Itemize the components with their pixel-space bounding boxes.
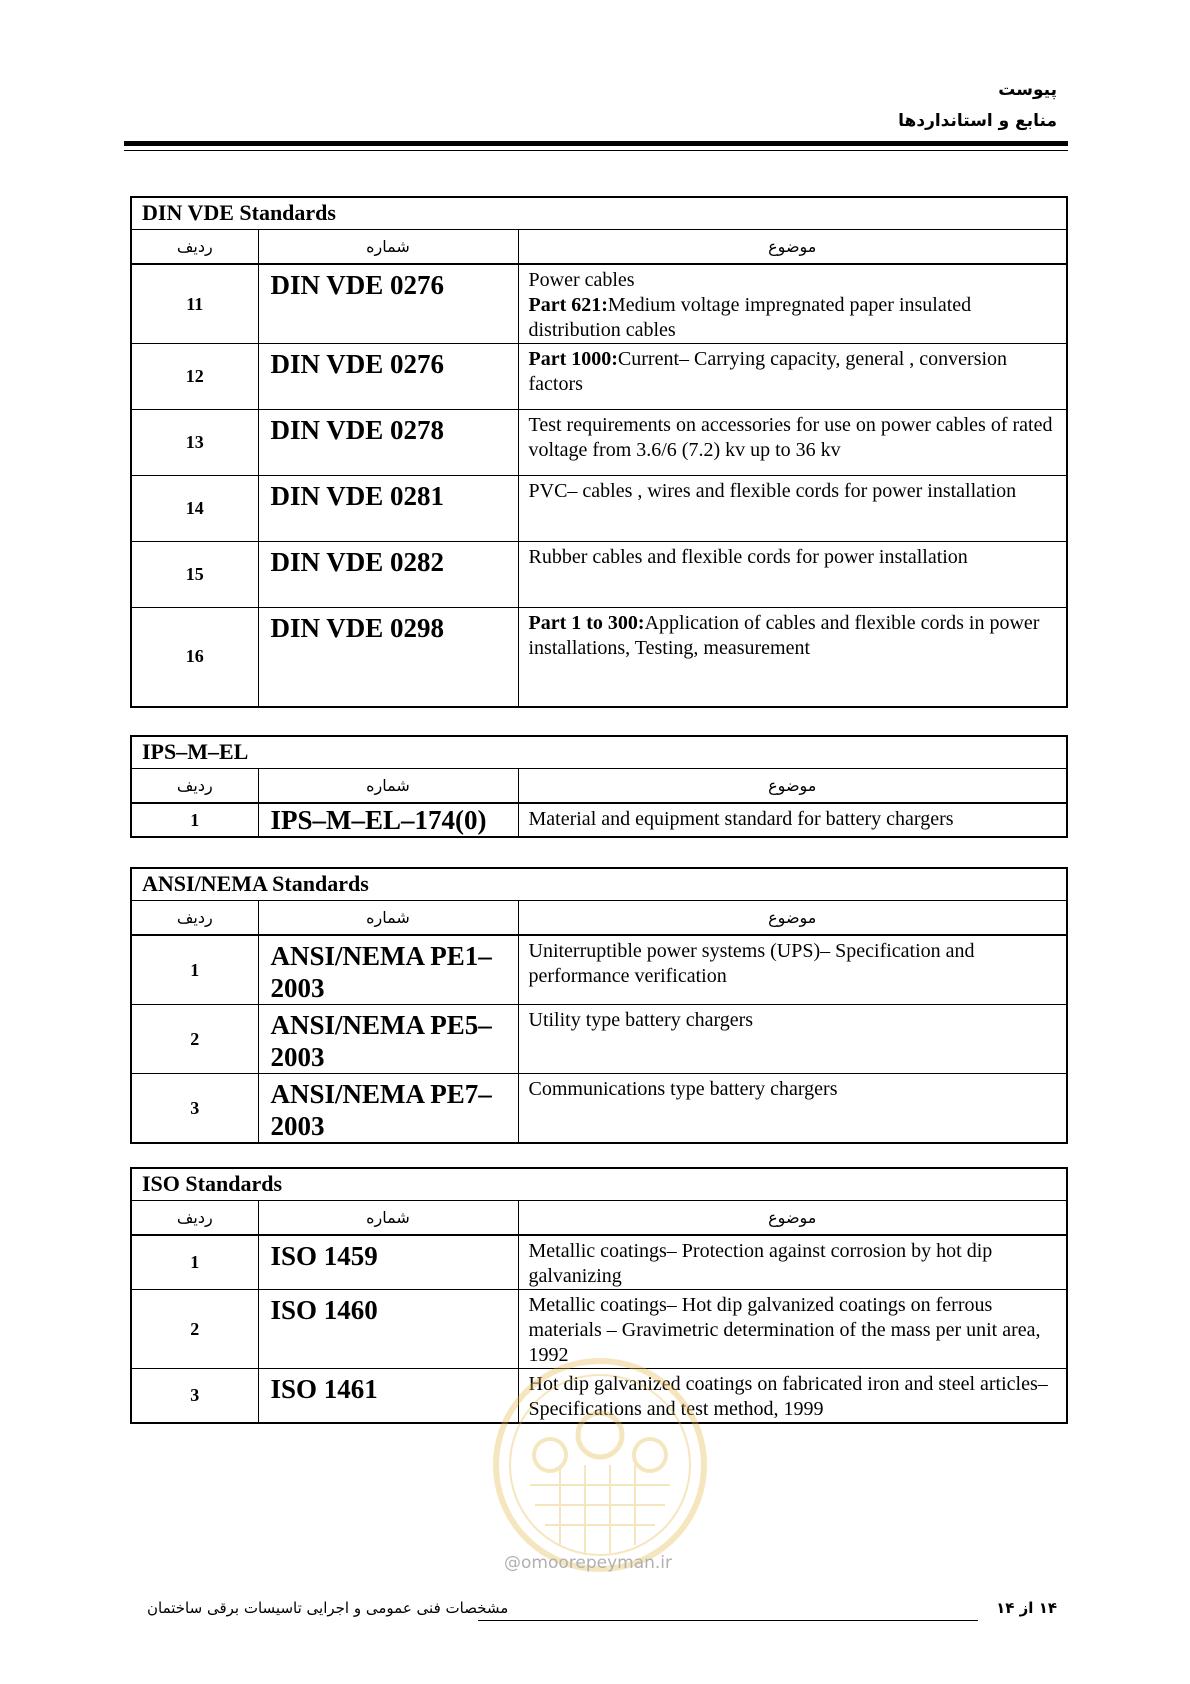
- ips-table: [130, 735, 1068, 838]
- column-header-subject: موضوع: [518, 230, 1067, 265]
- row-index: 1: [131, 803, 258, 837]
- table-row: [131, 476, 1067, 542]
- row-index: 14: [131, 476, 258, 542]
- header-rule: [124, 141, 1068, 146]
- row-index: 2: [131, 1005, 258, 1074]
- column-header-number: شماره: [258, 901, 518, 936]
- subject: Material and equipment standard for battery chargers: [518, 803, 1067, 837]
- row-index: 1: [131, 935, 258, 1005]
- standard-number: ANSI/NEMA PE1–2003: [258, 935, 518, 1005]
- column-header-number: شماره: [258, 230, 518, 265]
- table-title: IPS–M–EL: [131, 736, 1067, 769]
- row-index: 11: [131, 264, 258, 344]
- standard-number: ISO 1460: [258, 1290, 518, 1369]
- watermark-text: @omoorepeyman.ir: [504, 1553, 673, 1573]
- column-header-index: ردیف: [131, 1201, 258, 1236]
- subject: PVC– cables , wires and flexible cords for power installation: [518, 476, 1067, 542]
- subject: [518, 264, 1067, 344]
- standard-number: DIN VDE 0278: [258, 410, 518, 476]
- standard-number: DIN VDE 0281: [258, 476, 518, 542]
- subject: Part 1 to 300:Application of cables and flexible cords in power installations, Testing, measurement: [518, 608, 1067, 707]
- standard-number: DIN VDE 0276: [258, 344, 518, 410]
- table-title: DIN VDE Standards: [131, 197, 1067, 230]
- subject: Metallic coatings– Hot dip galvanized coatings on ferrous materials – Gravimetric determination of the mass per unit area, 1992: [518, 1290, 1067, 1369]
- standard-number: DIN VDE 0298: [258, 608, 518, 707]
- subject: Communications type battery chargers: [518, 1074, 1067, 1144]
- standard-number: IPS–M–EL–174(0): [258, 803, 518, 837]
- table-title: ANSI/NEMA Standards: [131, 868, 1067, 901]
- row-index: 1: [131, 1235, 258, 1290]
- header-title: پیوست: [998, 80, 1057, 100]
- ansi-nema-table: [130, 867, 1068, 1144]
- subject: Metallic coatings– Protection against corrosion by hot dip galvanizing: [518, 1235, 1067, 1290]
- standard-number: ISO 1461: [258, 1369, 518, 1424]
- row-index: 3: [131, 1074, 258, 1144]
- watermark-logo: [490, 1355, 710, 1575]
- page-number: ۱۴ از ۱۴: [996, 1599, 1057, 1617]
- row-index: 3: [131, 1369, 258, 1424]
- column-header-subject: موضوع: [518, 901, 1067, 936]
- standard-number: ANSI/NEMA PE5–2003: [258, 1005, 518, 1074]
- column-header-subject: موضوع: [518, 769, 1067, 804]
- row-index: 12: [131, 344, 258, 410]
- standard-number: ISO 1459: [258, 1235, 518, 1290]
- subject: Hot dip galvanized coatings on fabricated iron and steel articles– Specifications and test method, 1999: [518, 1369, 1067, 1424]
- subject: Utility type battery chargers: [518, 1005, 1067, 1074]
- row-index: 15: [131, 542, 258, 608]
- standard-number: DIN VDE 0282: [258, 542, 518, 608]
- table-row: [131, 410, 1067, 476]
- table-row: [131, 542, 1067, 608]
- table-row: [131, 608, 1067, 707]
- subject-line: Part 621:Medium voltage impregnated paper insulated distribution cables: [528, 294, 972, 341]
- footer-title: مشخصات فنی عمومی و اجرایی تاسیسات برقی ساختمان: [147, 1599, 509, 1617]
- column-header-number: شماره: [258, 1201, 518, 1236]
- table-title: ISO Standards: [131, 1168, 1067, 1201]
- table-row: [131, 264, 1067, 344]
- table-row: [131, 344, 1067, 410]
- header-subtitle: منابع و استانداردها: [898, 111, 1057, 131]
- subject: Test requirements on accessories for use on power cables of rated voltage from 3.6/6 (7.2) kv up to 36 kv: [518, 410, 1067, 476]
- row-index: 2: [131, 1290, 258, 1369]
- footer-rule: [478, 1620, 978, 1621]
- standard-number: ANSI/NEMA PE7–2003: [258, 1074, 518, 1144]
- table-row: [131, 1005, 1067, 1074]
- column-header-index: ردیف: [131, 769, 258, 804]
- table-row: [131, 1074, 1067, 1144]
- column-header-subject: موضوع: [518, 1201, 1067, 1236]
- table-row: [131, 803, 1067, 837]
- subject: Rubber cables and flexible cords for power installation: [518, 542, 1067, 608]
- row-index: 13: [131, 410, 258, 476]
- subject: Uniterruptible power systems (UPS)– Specification and performance verification: [518, 935, 1067, 1005]
- din-vde-table: [130, 196, 1068, 708]
- column-header-index: ردیف: [131, 230, 258, 265]
- subject-line: Power cables: [528, 269, 635, 291]
- subject: Part 1000:Current– Carrying capacity, general , conversion factors: [518, 344, 1067, 410]
- row-index: 16: [131, 608, 258, 707]
- column-header-index: ردیف: [131, 901, 258, 936]
- header-rule-thin: [124, 150, 1068, 151]
- standard-number: DIN VDE 0276: [258, 264, 518, 344]
- column-header-number: شماره: [258, 769, 518, 804]
- table-row: [131, 935, 1067, 1005]
- table-row: [131, 1235, 1067, 1290]
